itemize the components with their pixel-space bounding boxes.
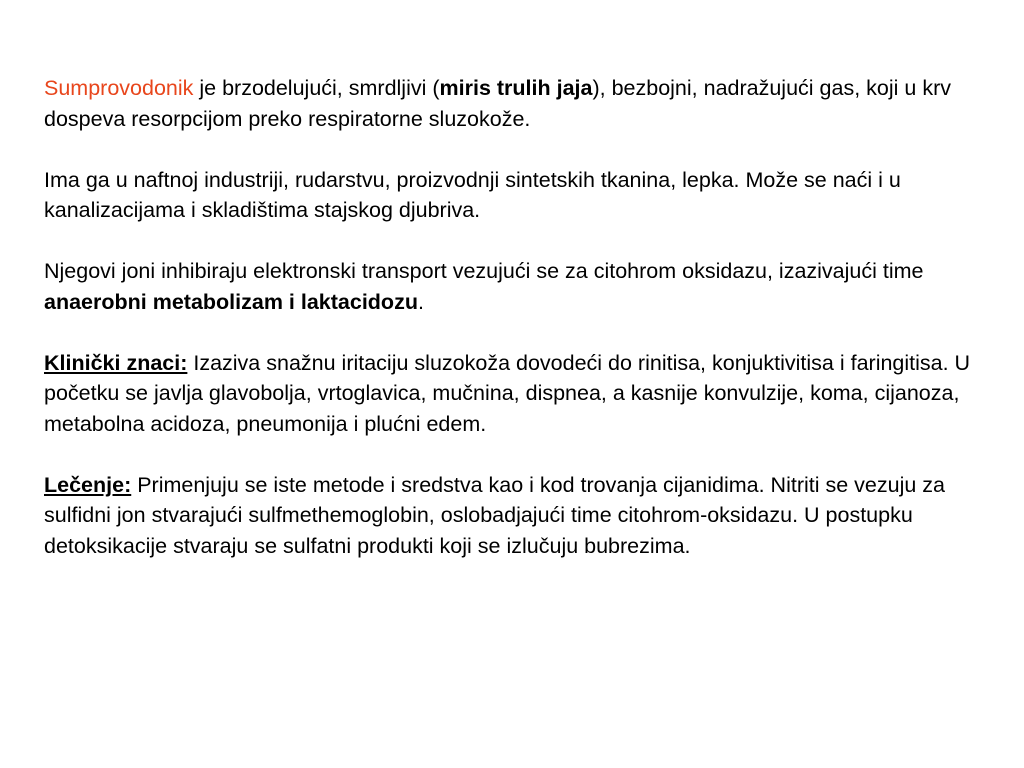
- mechanism-text-b: .: [417, 289, 424, 314]
- treatment-heading: Lečenje:: [44, 472, 132, 497]
- clinical-signs-text: Izaziva snažnu iritaciju sluzokoža dovodeći do rinitisa, konjuktivitisa i faringitisa. U početku se javlja glavobolja, vrtoglavica, mučnina, dispnea, a kasnije konvulzije, koma, cijanoza, metabolna acidoza, pneumonija i plućni edem.: [44, 350, 971, 436]
- mechanism-bold: anaerobni metabolizam i laktacidozu: [44, 289, 418, 314]
- clinical-signs-heading: Klinički znaci:: [44, 350, 188, 375]
- odor-bold: miris trulih jaja: [439, 76, 593, 100]
- definition-text-b: ), bezbojni, nadražujući gas, koji u krv dospeva resorpcijom preko respiratorne sluzokože.: [44, 76, 951, 131]
- paragraph-clinical-signs: [44, 348, 984, 440]
- definition-text-a: je brzodelujući, smrdljivi (: [193, 76, 440, 100]
- paragraph-occurrence: [44, 165, 984, 226]
- occurrence-text: Ima ga u naftnoj industriji, rudarstvu, proizvodnji sintetskih tkanina, lepka. Može se naći i u kanalizacijama i skladištima stajskog djubriva.: [44, 167, 901, 222]
- paragraph-definition: [44, 73, 984, 134]
- term-sumprovodonik: Sumprovodonik: [44, 76, 194, 100]
- mechanism-text-a: Njegovi joni inhibiraju elektronski transport vezujući se za citohrom oksidazu, izazivajući time: [44, 259, 924, 283]
- treatment-text: Primenjuju se iste metode i sredstva kao i kod trovanja cijanidima. Nitriti se vezuju za sulfidni jon stvarajući sulfmethemoglobin, oslobadjajući time citohrom-oksidazu. U postupku detoksikacije stvaraju se sulfatni produkti koji se izlučuju bubrezima.: [44, 472, 946, 558]
- paragraph-treatment: [44, 470, 984, 562]
- paragraph-mechanism: [44, 256, 984, 317]
